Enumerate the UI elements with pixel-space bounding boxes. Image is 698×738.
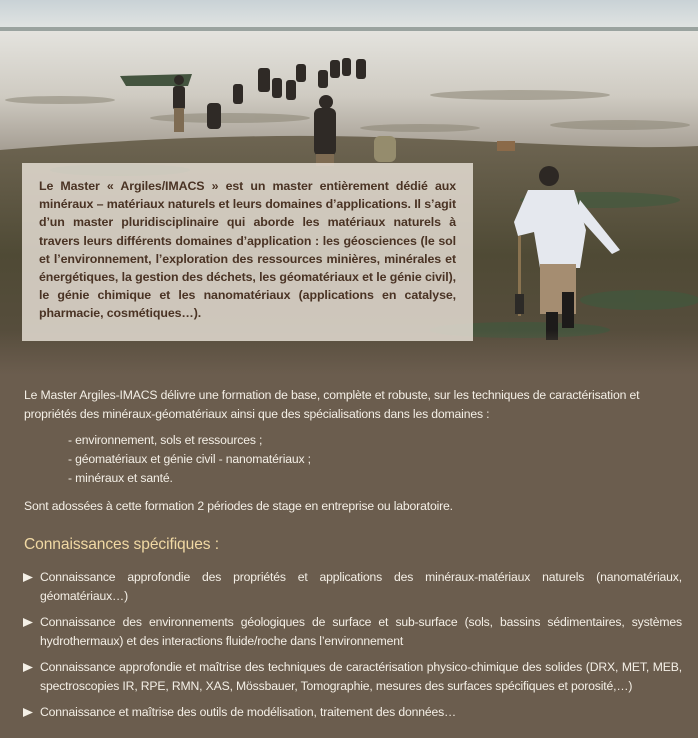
triangle-bullet-icon <box>22 572 34 583</box>
formation-paragraph: Le Master Argiles-IMACS délivre une formation de base, complète et robuste, sur les techniques de caractérisation et propriétés des minéraux-géomatériaux ainsi que des spécialisations dans les domaines : <box>24 388 640 421</box>
intro-text: Le Master « Argiles/IMACS » est un master entièrement dédié aux minéraux – matériaux naturels et leurs domaines d’applications. Il s’agit d’un master pluridisciplinaire qui aborde les matériaux naturels à travers leurs différents domaines d’application : les géosciences (le sol et l’environnement, l’exploration des ressources minières, minérales et énergétiques, la gestion des déchets, les géomatériaux et le génie civil), le génie chimique et les nanomatériaux (applications en catalyse, pharmacie, cosmétiques…). <box>39 179 456 321</box>
domain-item: - géomatériaux et génie civil - nanomatériaux ; <box>68 452 311 466</box>
knowledge-item <box>22 613 682 651</box>
knowledge-item <box>22 658 682 696</box>
triangle-bullet-icon <box>22 707 34 718</box>
domain-list <box>68 431 311 488</box>
triangle-bullet-icon <box>22 617 34 628</box>
triangle-bullet-icon <box>22 662 34 673</box>
intro-box <box>22 163 473 341</box>
knowledge-item <box>22 703 682 722</box>
knowledge-list <box>22 568 682 722</box>
knowledge-item-text: Connaissance et maîtrise des outils de modélisation, traitement des données… <box>40 705 457 719</box>
domain-item: - minéraux et santé. <box>68 471 173 485</box>
internship-paragraph: Sont adossées à cette formation 2 périodes de stage en entreprise ou laboratoire. <box>24 499 453 513</box>
section-title: Connaissances spécifiques : <box>24 536 219 553</box>
knowledge-item-text: Connaissance des environnements géologiques de surface et sub-surface (sols, bassins sédimentaires, systèmes hydrothermaux) et des interactions fluide/roche dans l’environnement <box>40 615 682 648</box>
knowledge-item-text: Connaissance approfondie des propriétés et applications des minéraux-matériaux naturels (nanomatériaux, géomatériaux…) <box>40 570 682 603</box>
domain-item: - environnement, sols et ressources ; <box>68 433 263 447</box>
content-section <box>0 375 698 738</box>
knowledge-item-text: Connaissance approfondie et maîtrise des techniques de caractérisation physico-chimique des solides (DRX, MET, MEB, spectroscopies IR, RPE, RMN, XAS, Mössbauer, Tomographie, mesures des surfaces spécifiques et porosité,…) <box>40 660 682 693</box>
knowledge-item <box>22 568 682 606</box>
